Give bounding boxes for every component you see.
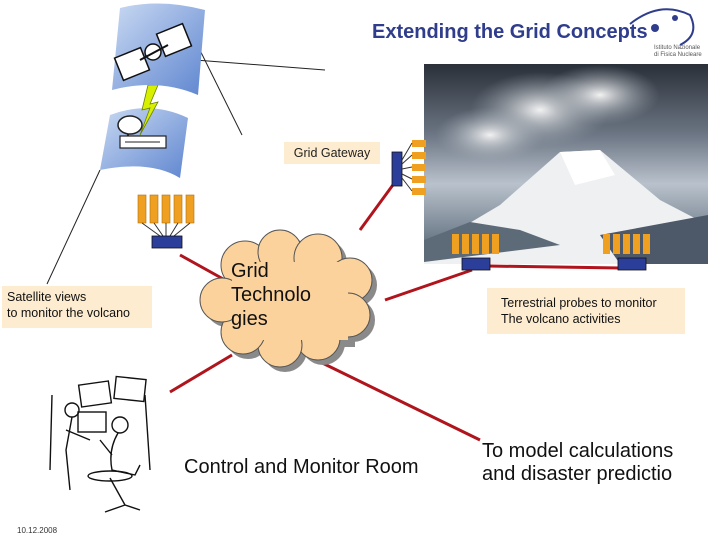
terrestrial-probes-label <box>487 288 685 334</box>
control-room-label: Control and Monitor Room <box>184 456 419 478</box>
satellite-label-pointer <box>47 170 100 284</box>
cloud-text-line: Technolo <box>231 284 312 306</box>
satellite-views-label <box>2 286 152 328</box>
slide-date: 10.12.2008 <box>17 526 58 535</box>
model-label-line: and disaster predictio <box>482 463 673 485</box>
satellite-link-line <box>195 60 325 70</box>
logo-caption-line: Istituto Nazionale <box>654 45 701 51</box>
grid-link <box>310 357 480 440</box>
cloud-text-line: Grid <box>231 260 269 282</box>
grid-link <box>488 266 620 268</box>
server-rack-icon <box>138 195 194 248</box>
grid-technologies-label <box>231 259 311 331</box>
satellite-icon <box>112 3 205 95</box>
grid-link <box>180 255 225 280</box>
model-label-line: To model calculations <box>482 440 674 462</box>
grid-gateway-label: Grid Gateway <box>284 142 380 164</box>
operators-icon <box>50 376 150 512</box>
model-calculations-label <box>482 440 673 486</box>
grid-link <box>385 270 472 300</box>
grid-link <box>170 355 232 392</box>
probe-label-line: Terrestrial probes to monitor <box>501 296 657 310</box>
satellite-label-line: Satellite views <box>7 290 87 304</box>
logo-caption-line: di Fisica Nucleare <box>654 52 702 58</box>
satellite-label-line: to monitor the volcano <box>7 306 130 320</box>
logo-caption <box>654 45 714 59</box>
probe-label-line: The volcano activities <box>501 312 621 326</box>
server-rack-icon <box>392 140 426 195</box>
cloud-text-line: gies <box>231 308 268 330</box>
dish-antenna-icon <box>100 85 188 178</box>
slide-title: Extending the Grid Concepts <box>372 21 648 43</box>
